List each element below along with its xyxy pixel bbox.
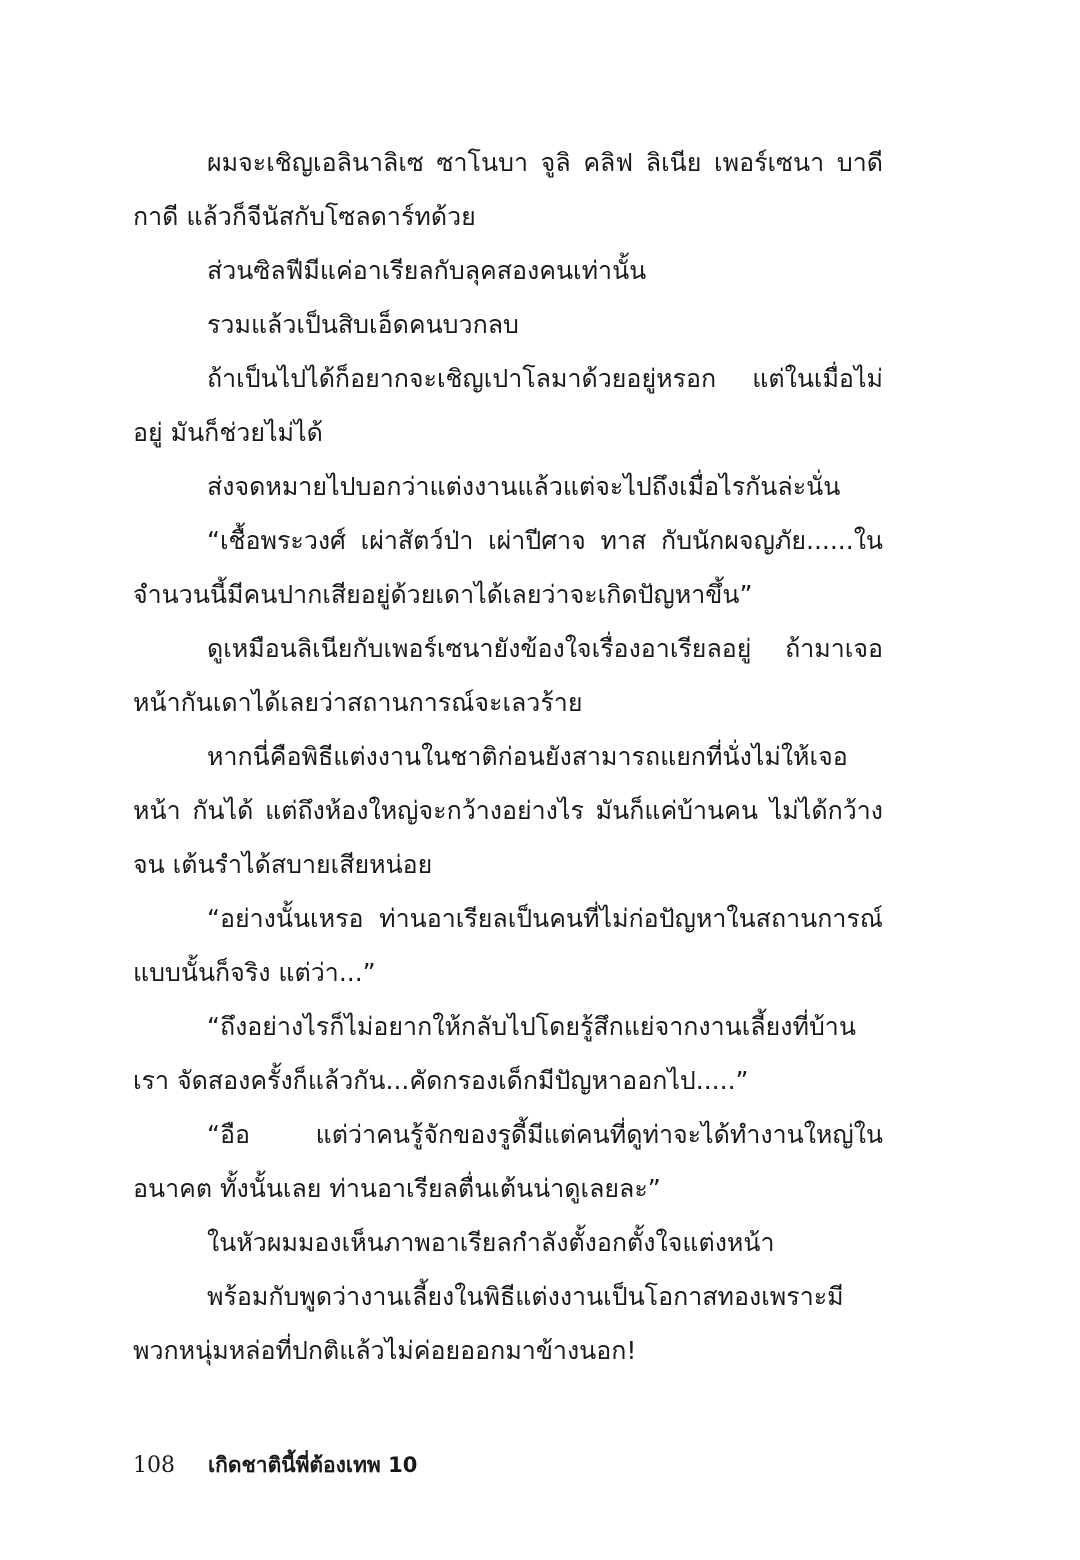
- body-text: [133, 136, 883, 1378]
- page-footer: [133, 1450, 417, 1481]
- paragraph: ส่วนซิลฟีมีแค่อาเรียลกับลุคสองคนเท่านั้น: [207, 256, 647, 285]
- paragraph: ถ้าเป็นไปได้ก็อยากจะเชิญเปาโลมาด้วยอยู่หรอก แต่ในเมื่อไม่อยู่ มันก็ช่วยไม่ได้: [133, 364, 883, 447]
- paragraph: “อย่างนั้นเหรอ ท่านอาเรียลเป็นคนที่ไม่ก่อปัญหาในสถานการณ์ แบบนั้นก็จริง แต่ว่า...”: [133, 904, 883, 987]
- book-title: เกิดชาตินี้พี่ต้องเทพ 10: [208, 1453, 418, 1477]
- paragraph: ดูเหมือนลิเนียกับเพอร์เซนายังข้องใจเรื่องอาเรียลอยู่ ถ้ามาเจอ หน้ากันเดาได้เลยว่าสถานการณ์จะเลวร้าย: [133, 634, 883, 717]
- paragraph: รวมแล้วเป็นสิบเอ็ดคนบวกลบ: [207, 310, 519, 339]
- paragraph: ในหัวผมมองเห็นภาพอาเรียลกำลังตั้งอกตั้งใจแต่งหน้า: [207, 1228, 775, 1257]
- paragraph: ผมจะเชิญเอลินาลิเซ ซาโนบา จูลิ คลิฟ ลิเนีย เพอร์เซนา บาดีกาดี แล้วก็จีนัสกับโซลดาร์ทด้วย: [133, 148, 883, 231]
- paragraph: ส่งจดหมายไปบอกว่าแต่งงานแล้วแต่จะไปถึงเมื่อไรกันล่ะนั่น: [207, 472, 841, 501]
- paragraph: “เชื้อพระวงศ์ เผ่าสัตว์ป่า เผ่าปีศาจ ทาส กับนักผจญภัย......ใน จำนวนนี้มีคนปากเสียอยู่ด้วยเดาได้เลยว่าจะเกิดปัญหาขึ้น”: [133, 526, 883, 609]
- page-number: 108: [133, 1453, 175, 1478]
- paragraph: “อือ แต่ว่าคนรู้จักของรูดี้มีแต่คนที่ดูท่าจะได้ทำงานใหญ่ในอนาคต ทั้งนั้นเลย ท่านอาเรียลตื่นเต้นน่าดูเลยละ”: [133, 1120, 883, 1203]
- paragraph: หากนี่คือพิธีแต่งงานในชาติก่อนยังสามารถแยกที่นั่งไม่ให้เจอหน้า กันได้ แต่ถึงห้องใหญ่จะกว้างอย่างไร มันก็แค่บ้านคน ไม่ได้กว้างจน เต้นรำได้สบายเสียหน่อย: [133, 742, 883, 879]
- paragraph: พร้อมกับพูดว่างานเลี้ยงในพิธีแต่งงานเป็นโอกาสทองเพราะมี พวกหนุ่มหล่อที่ปกติแล้วไม่ค่อยออกมาข้างนอก!: [133, 1282, 844, 1365]
- paragraph: “ถึงอย่างไรก็ไม่อยากให้กลับไปโดยรู้สึกแย่จากงานเลี้ยงที่บ้านเรา จัดสองครั้งก็แล้วกัน...คัดกรองเด็กมีปัญหาออกไป.....”: [133, 1012, 856, 1095]
